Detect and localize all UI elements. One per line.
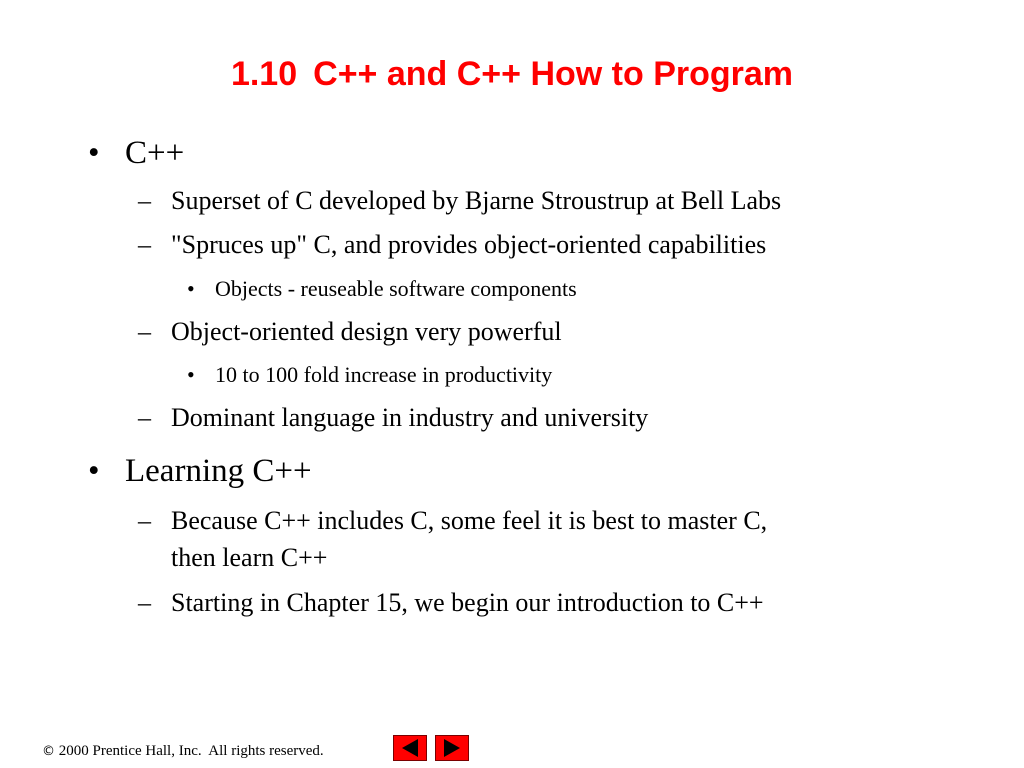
sub-bullet-spruces-up: "Spruces up" C, and provides object-oriented capabilities [171, 230, 767, 259]
triangle-left-icon [394, 736, 426, 760]
triangle-right-icon [436, 736, 468, 760]
bullet-marker-small: • [187, 276, 195, 301]
dash-marker: – [138, 588, 151, 617]
dash-marker: – [138, 317, 151, 346]
title-text: C++ and C++ How to Program [313, 55, 794, 93]
sub-bullet-dominant: Dominant language in industry and university [171, 403, 649, 432]
previous-slide-button[interactable] [393, 735, 427, 761]
sub-bullet-chapter15: Starting in Chapter 15, we begin our introduction to C++ [171, 588, 764, 617]
next-slide-button[interactable] [435, 735, 469, 761]
dash-marker: – [138, 186, 151, 215]
bullet-cpp: C++ [125, 135, 185, 171]
dash-marker: – [138, 403, 151, 432]
slide-title [0, 52, 1024, 96]
sub-bullet-because-line1: Because C++ includes C, some feel it is best to master C, [171, 506, 768, 535]
bullet-learning-cpp: Learning C++ [125, 453, 312, 489]
copyright-text: 2000 Prentice Hall, Inc. All rights reserved. [55, 743, 324, 759]
title-section-number: 1.10 [230, 55, 298, 93]
dash-marker: – [138, 230, 151, 259]
sub-bullet-superset: Superset of C developed by Bjarne Stroustrup at Bell Labs [171, 186, 782, 215]
sub-bullet-because-line2: then learn C++ [171, 543, 328, 572]
sub-sub-bullet-productivity: 10 to 100 fold increase in productivity [215, 362, 553, 387]
copyright-icon: © [42, 744, 55, 759]
bullet-marker: • [88, 135, 100, 171]
bullet-marker: • [88, 453, 100, 489]
copyright-footer [42, 742, 324, 761]
bullet-marker-small: • [187, 362, 195, 387]
sub-sub-bullet-objects: Objects - reuseable software components [215, 276, 577, 301]
sub-bullet-ood: Object-oriented design very powerful [171, 317, 562, 346]
dash-marker: – [138, 506, 151, 535]
